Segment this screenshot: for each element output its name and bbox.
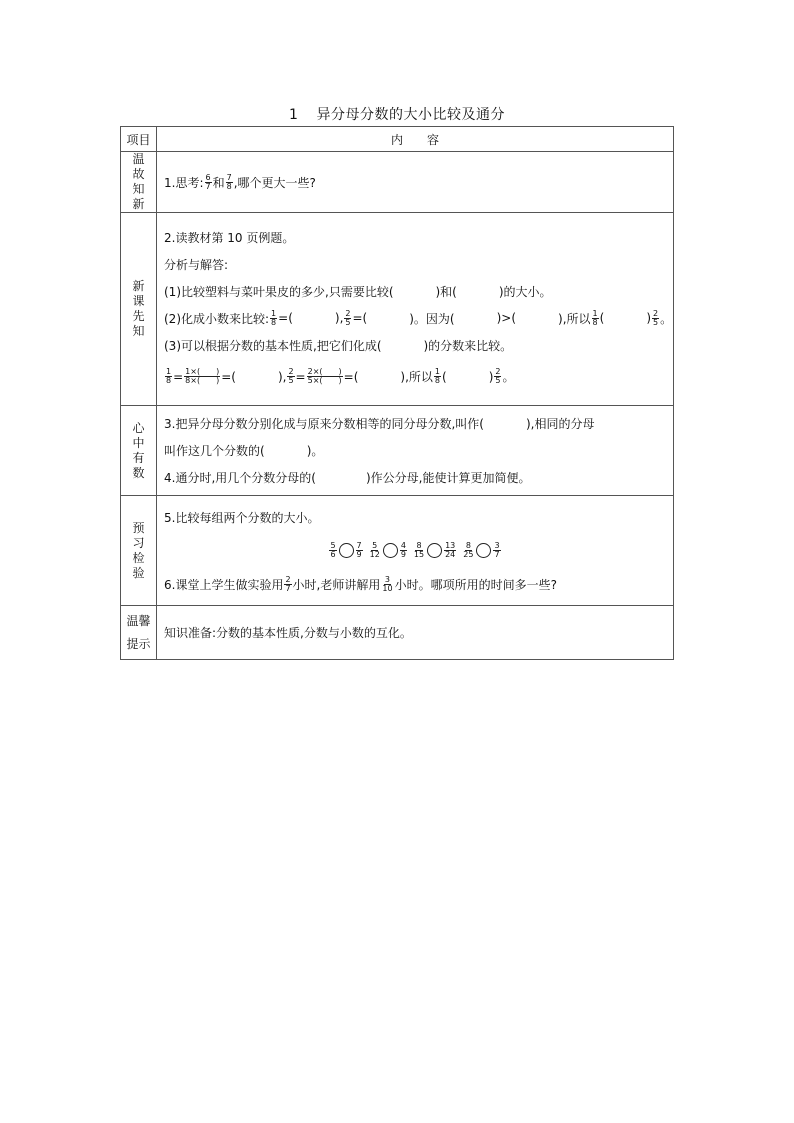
- fraction: $\frac{2}{5}$: [653, 308, 659, 327]
- page-title: [0, 104, 794, 124]
- lesson-number: 1: [289, 107, 299, 123]
- mind-row: [121, 406, 674, 496]
- question-4: 4.通分时,用几个分数分母的( )作公分母,能使计算更加简便。: [164, 471, 531, 485]
- lesson-title: 异分母分数的大小比较及通分: [316, 107, 505, 123]
- step-1: (1)比较塑料与菜叶果皮的多少,只需要比较( )和( )的大小。: [164, 284, 552, 299]
- worksheet-table: [120, 126, 674, 660]
- compare-circle[interactable]: [339, 543, 354, 558]
- question-5: 5.比较每组两个分数的大小。: [164, 510, 320, 525]
- review-label: 温 故 知 新: [121, 152, 157, 213]
- fraction: $\frac{2}{7}$: [285, 574, 291, 593]
- fraction: $\frac{1}{8}$: [166, 367, 172, 385]
- tips-content: [157, 606, 674, 660]
- mind-content: [157, 406, 674, 496]
- pair: $\frac{8}{15}$ $\frac{13}{24}$: [413, 541, 456, 559]
- fraction: $\frac{2\times( )}{5\times( )}$: [307, 367, 342, 385]
- header-content: 内 容: [157, 127, 674, 152]
- fraction: $\frac{1}{8}$: [592, 308, 598, 327]
- new-lesson-content: [157, 213, 674, 406]
- step-3: (3)可以根据分数的基本性质,把它们化成( )的分数来比较。: [164, 338, 513, 353]
- fraction: $\frac{1}{8}$: [434, 367, 440, 385]
- pair: $\frac{5}{6}$ $\frac{7}{9}$: [330, 541, 362, 559]
- compare-circle[interactable]: [427, 543, 442, 558]
- pair: $\frac{5}{12}$ $\frac{4}{9}$: [369, 541, 406, 559]
- step-2: (2)化成小数来比较: $\frac{1}{8}$ =( ), $\frac{2}{5}$ =( )。因为( )>( ),所以 $\frac{1}{8}$ ( ) $\frac{2}{5}$ 。: [164, 308, 673, 327]
- question-6: 6.课堂上学生做实验用 $\frac{2}{7}$ 小时,老师讲解用 $\frac{3}{10}$ 小时。哪项所用的时间多一些?: [164, 574, 557, 593]
- tips-row: [121, 606, 674, 660]
- preview-label: 预 习 检 验: [121, 496, 157, 606]
- header-row: [121, 127, 674, 152]
- new-lesson-row: [121, 213, 674, 406]
- pair: $\frac{8}{25}$ $\frac{3}{7}$: [463, 541, 500, 559]
- fraction: $\frac{2}{5}$: [288, 367, 294, 385]
- question-1: 1.思考: $\frac{6}{7}$ 和 $\frac{7}{8}$ ,哪个更大一些?: [164, 172, 316, 191]
- fraction: $\frac{6}{7}$: [205, 172, 211, 191]
- tips-label: 温馨 提示: [121, 606, 157, 660]
- preview-row: [121, 496, 674, 606]
- question-2: 2.读教材第 10 页例题。: [164, 230, 295, 245]
- question-3-cont: 叫作这几个分数的( )。: [164, 444, 324, 458]
- step-4: $\frac{1}{8}$ = $\frac{1\times( )}{8\times( )}$ =( ), $\frac{2}{5}$ = $\frac{2\times( )}{5\times( )}$ =( ),所以 $\frac{1}{8}$ ( ) $\frac{2}{5}$ 。: [166, 367, 515, 385]
- compare-circle[interactable]: [383, 543, 398, 558]
- preview-content: [157, 496, 674, 606]
- fraction: $\frac{1\times( )}{8\times( )}$: [185, 367, 220, 385]
- fraction: $\frac{7}{8}$: [226, 172, 232, 191]
- analysis-label: 分析与解答:: [164, 257, 229, 272]
- fraction: $\frac{2}{5}$: [495, 367, 501, 385]
- review-row: [121, 152, 674, 213]
- header-item: 项目: [121, 127, 157, 152]
- fraction: $\frac{3}{10}$: [382, 574, 393, 593]
- fraction: $\frac{2}{5}$: [345, 308, 351, 327]
- new-lesson-label: 新 课 先 知: [121, 213, 157, 406]
- review-content: [157, 152, 674, 213]
- mind-label: 心 中 有 数: [121, 406, 157, 496]
- fraction: $\frac{1}{8}$: [271, 308, 277, 327]
- tips-text: 知识准备:分数的基本性质,分数与小数的互化。: [164, 626, 412, 640]
- comparison-pairs: [164, 531, 666, 571]
- compare-circle[interactable]: [476, 543, 491, 558]
- question-3: 3.把异分母分数分别化成与原来分数相等的同分母分数,叫作( ),相同的分母: [164, 417, 595, 431]
